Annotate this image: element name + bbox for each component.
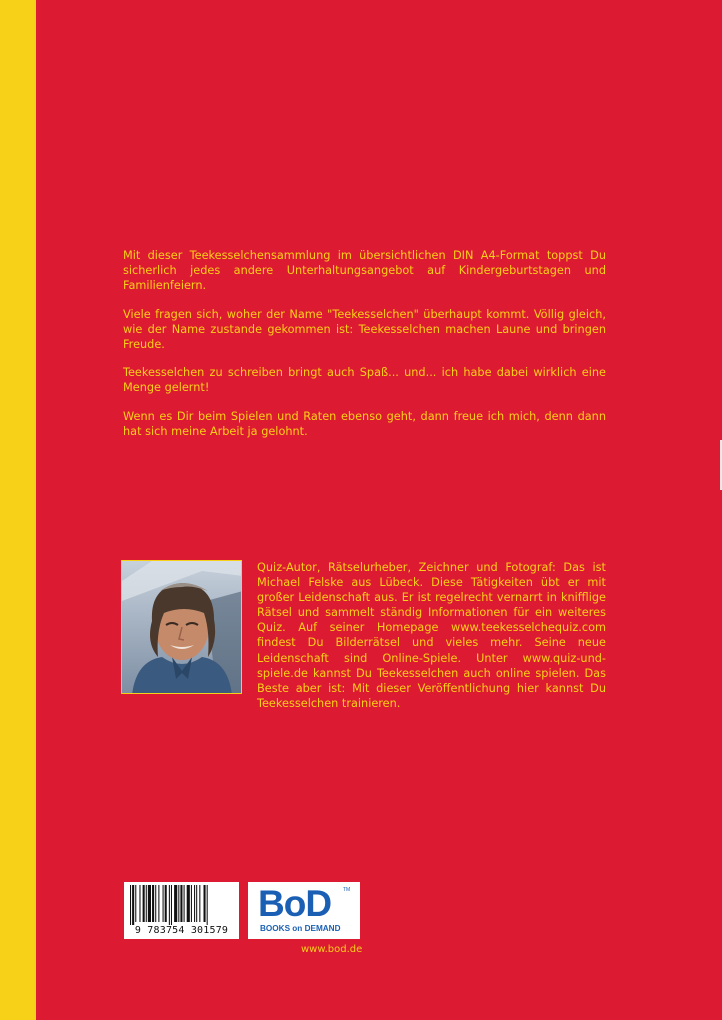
bod-logo-text: BoD [258,883,332,924]
publisher-url: www.bod.de [301,944,363,955]
barcode-bar [130,885,131,925]
barcode-bar [163,885,164,922]
barcode-bar [135,885,136,922]
barcode-bar [199,885,200,922]
barcode-bar [155,885,156,922]
author-portrait [121,560,242,694]
blurb-paragraph-2: Viele fragen sich, woher der Name "Teekesselchen" überhaupt kommt. Völlig gleich, wie der Name zustande gekommen ist: Teekesselchen machen Laune und bringen Freude. [123,307,606,352]
blurb-paragraph-3: Teekesselchen zu schreiben bringt auch Spaß... und... ich habe dabei wirklich eine Menge gelernt! [123,366,606,395]
barcode-bars [128,885,235,925]
barcode-bar [194,885,195,922]
barcode-bar [171,885,172,925]
barcode-bar [132,885,134,925]
author-portrait-illustration [122,561,242,694]
author-bio: Quiz-Autor, Rätselurheber, Zeichner und Fotograf: Das ist Michael Felske aus Lübeck. Diese Tätigkeiten übt er mit großer Leidenschaft aus. Er ist regelrecht vernarrt in knifflige Rätsel und sammelt ständig Informationen für ein weiteres Quiz. Auf seiner Homepage www.teekesselchequiz.com findest Du Bilderrätsel und vieles mehr. Seine neue Leidenschaft sind Online-Spiele. Unter www.quiz-und-spiele.de kannst Du Teekesselchen auch online spielen. Das Beste aber ist: Mit dieser Veröffentlichung hier kannst Du Teekesselchen trainieren. [257,561,606,710]
publisher-logo [248,882,360,939]
barcode-bar [146,885,147,922]
barcode-bar [178,885,179,922]
barcode-bar [191,885,192,922]
barcode-bar [143,885,145,922]
blurb-text [123,248,606,452]
barcode-bar [207,885,208,925]
isbn-barcode [124,882,239,939]
barcode-bar [180,885,182,922]
barcode-bar [148,885,151,922]
barcode-bar [152,885,154,922]
barcode-bar [139,885,140,922]
blurb-paragraph-4: Wenn es Dir beim Spielen und Raten ebenso geht, dann freue ich mich, denn dann hat sich meine Arbeit ja gelohnt. [123,409,606,438]
barcode-bar [204,885,206,922]
barcode-bar [174,885,177,922]
bod-tagline: BOOKS on DEMAND [260,924,341,933]
isbn-digits: 9 783754 301579 [134,925,229,936]
barcode-bar [165,885,167,922]
barcode-bar [184,885,185,922]
blurb-paragraph-1: Mit dieser Teekesselchensammlung im übersichtlichen DIN A4-Format toppst Du sicherlich jedes andere Unterhaltungsangebot auf Kindergeburtstagen und Familienfeiern. [123,249,606,293]
barcode-bar [196,885,197,922]
barcode-bar [158,885,159,922]
barcode-bar [169,885,170,925]
spine-strip [0,0,36,1020]
trademark-mark: TM [343,887,351,893]
barcode-bar [187,885,190,922]
